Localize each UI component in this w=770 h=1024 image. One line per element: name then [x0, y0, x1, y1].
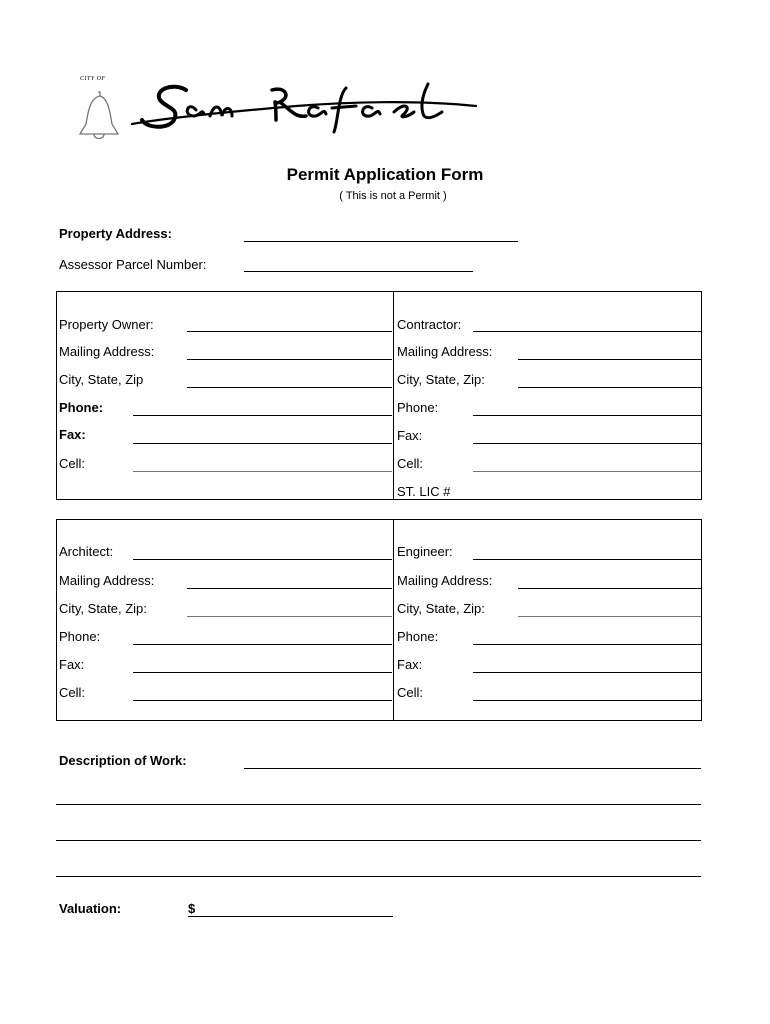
contractor-label: Contractor:	[397, 317, 462, 332]
contractor-phone-field[interactable]	[473, 415, 701, 416]
owner-phone-field[interactable]	[133, 415, 392, 416]
contractor-phone-label: Phone:	[397, 400, 439, 415]
contractor-city-label: City, State, Zip:	[397, 372, 485, 387]
engineer-city-field[interactable]	[518, 616, 701, 617]
valuation-label: Valuation:	[59, 901, 122, 916]
architect-phone-field[interactable]	[133, 644, 392, 645]
engineer-cell-field[interactable]	[473, 700, 701, 701]
owner-city-label: City, State, Zip	[59, 372, 144, 387]
architect-engineer-box	[56, 519, 702, 721]
owner-mailing-field[interactable]	[187, 359, 392, 360]
box-divider	[393, 291, 394, 500]
architect-city-label: City, State, Zip:	[59, 601, 147, 616]
contractor-mailing-field[interactable]	[518, 359, 701, 360]
owner-cell-label: Cell:	[59, 456, 86, 471]
architect-city-field[interactable]	[187, 616, 392, 617]
owner-field[interactable]	[187, 331, 392, 332]
contractor-fax-label: Fax:	[397, 428, 423, 443]
property-address-label: Property Address:	[59, 226, 172, 241]
architect-phone-label: Phone:	[59, 629, 101, 644]
architect-cell-field[interactable]	[133, 700, 392, 701]
contractor-field[interactable]	[473, 331, 701, 332]
engineer-city-label: City, State, Zip:	[397, 601, 485, 616]
engineer-cell-label: Cell:	[397, 685, 424, 700]
owner-phone-label: Phone:	[59, 400, 104, 415]
contractor-city-field[interactable]	[518, 387, 701, 388]
description-field-line-1[interactable]	[244, 768, 701, 769]
owner-cell-field[interactable]	[133, 471, 392, 472]
box-divider-2	[393, 519, 394, 721]
owner-city-field[interactable]	[187, 387, 392, 388]
contractor-fax-field[interactable]	[473, 443, 701, 444]
architect-fax-field[interactable]	[133, 672, 392, 673]
contractor-cell-label: Cell:	[397, 456, 424, 471]
engineer-label: Engineer:	[397, 544, 453, 559]
architect-label: Architect:	[59, 544, 114, 559]
engineer-phone-field[interactable]	[473, 644, 701, 645]
owner-label: Property Owner:	[59, 317, 154, 332]
description-field-line-2[interactable]	[56, 804, 701, 805]
currency-symbol: $	[188, 901, 196, 916]
engineer-fax-field[interactable]	[473, 672, 701, 673]
owner-fax-label: Fax:	[59, 427, 86, 442]
owner-mailing-label: Mailing Address:	[59, 344, 155, 359]
owner-fax-field[interactable]	[133, 443, 392, 444]
architect-cell-label: Cell:	[59, 685, 86, 700]
contractor-mailing-label: Mailing Address:	[397, 344, 493, 359]
engineer-mailing-field[interactable]	[518, 588, 701, 589]
contractor-cell-field[interactable]	[473, 471, 701, 472]
bell-icon	[76, 72, 486, 144]
contractor-license-label: ST. LIC #	[397, 484, 451, 499]
description-label: Description of Work:	[59, 753, 187, 768]
description-field-line-4[interactable]	[56, 876, 701, 877]
city-logo	[76, 72, 486, 144]
engineer-fax-label: Fax:	[397, 657, 423, 672]
description-field-line-3[interactable]	[56, 840, 701, 841]
architect-field[interactable]	[133, 559, 392, 560]
apn-field[interactable]	[244, 271, 473, 272]
valuation-field[interactable]	[188, 916, 393, 917]
property-address-field[interactable]	[244, 241, 518, 242]
architect-fax-label: Fax:	[59, 657, 85, 672]
architect-mailing-field[interactable]	[187, 588, 392, 589]
engineer-phone-label: Phone:	[397, 629, 439, 644]
city-of-text: CITY OF	[80, 76, 106, 82]
architect-mailing-label: Mailing Address:	[59, 573, 155, 588]
page-subtitle: ( This is not a Permit )	[339, 190, 447, 202]
apn-label: Assessor Parcel Number:	[59, 257, 207, 272]
engineer-field[interactable]	[473, 559, 701, 560]
page-title: Permit Application Form	[286, 165, 484, 184]
engineer-mailing-label: Mailing Address:	[397, 573, 493, 588]
